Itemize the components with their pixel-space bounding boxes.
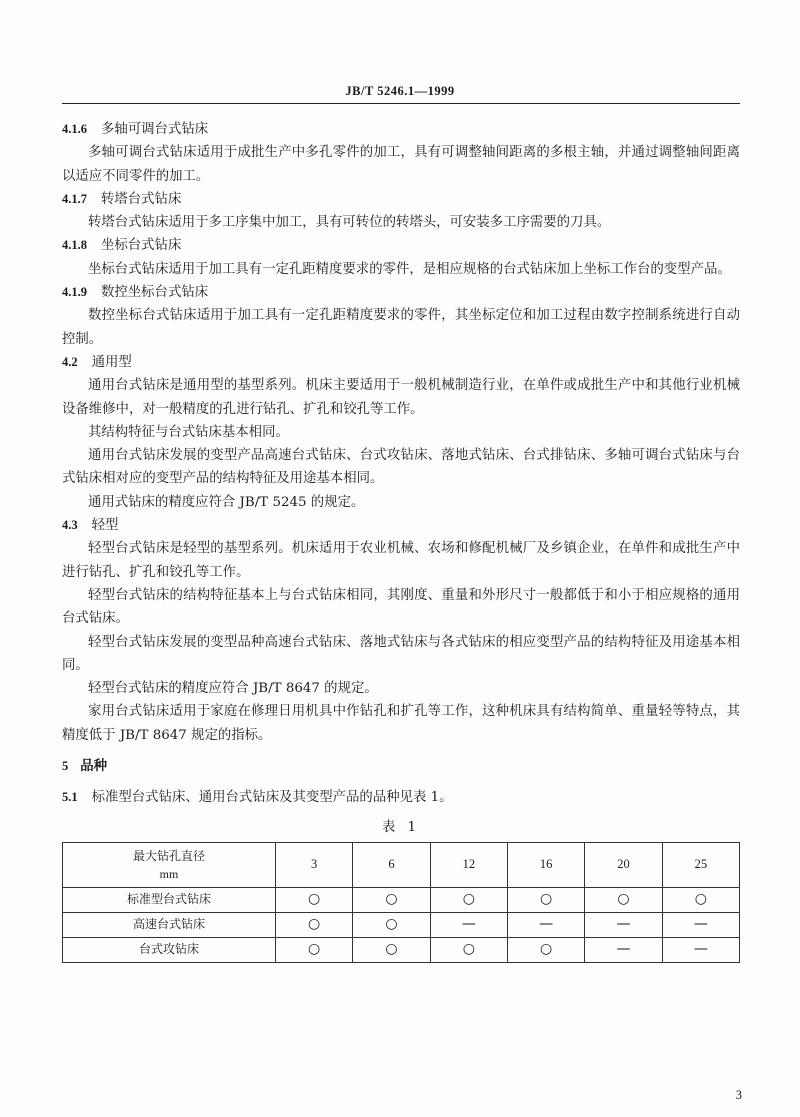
table-cell: ○ (353, 937, 430, 962)
section-heading (62, 786, 740, 809)
section-number: 4.1.6 (62, 122, 87, 136)
table-header-cell: 16 (507, 842, 584, 887)
table-cell: ○ (353, 887, 430, 912)
section-number: 4.2 (62, 354, 78, 369)
paragraph: 转塔台式钻床适用于多工序集中加工，具有可转位的转塔头，可安装多工序需要的刀具。 (88, 215, 611, 231)
table-row (63, 887, 740, 912)
section-title: 多轴可调台式钻床 (101, 122, 209, 137)
paragraph: 多轴可调台式钻床适用于成批生产中多孔零件的加工，具有可调整轴间距离的多根主轴，并通过调整轴间距离以适应不同零件的加工。 (62, 145, 740, 184)
row-label: 台式攻钻床 (63, 937, 276, 962)
table-header-cell: 20 (585, 842, 662, 887)
table-row (63, 912, 740, 937)
section-heading (62, 188, 740, 211)
varieties-table (62, 842, 740, 963)
table-cell: ○ (353, 912, 430, 937)
table-cell: ○ (507, 937, 584, 962)
section-heading (62, 118, 740, 141)
document-body (62, 118, 740, 963)
paragraph: 通用台式钻床是通用型的基型系列。机床主要适用于一般机械制造行业，在单件或成批生产中和其他行业机械设备维修中，对一般精度的孔进行钻孔、扩孔和铰孔等工作。 (62, 378, 740, 417)
table-caption: 表 1 (381, 819, 421, 835)
header-label-unit: mm (159, 866, 179, 881)
table-cell: — (662, 912, 739, 937)
section-title: 通用型 (91, 354, 132, 370)
table-header-cell: 6 (353, 842, 430, 887)
table-cell: ○ (507, 887, 584, 912)
table-cell: — (585, 912, 662, 937)
paragraph: 轻型台式钻床的结构特征基本上与台式钻床相同，其刚度、重量和外形尺寸一般都低于和小于相应规格的通用台式钻床。 (62, 587, 740, 627)
table-cell: ○ (430, 937, 507, 962)
table-cell: — (507, 912, 584, 937)
section-number: 4.1.8 (62, 238, 87, 253)
table-cell: ○ (662, 887, 739, 912)
table-header-cell: 3 (276, 842, 353, 887)
section-title: 坐标台式钻床 (101, 238, 182, 254)
table-cell: ○ (276, 912, 353, 937)
section-title: 标准型台式钻床、通用台式钻床及其变型产品的品种见表 1。 (91, 790, 453, 806)
chapter-title: 品种 (80, 758, 108, 775)
paragraph: 轻型台式钻床的精度应符合 JB/T 8647 的规定。 (88, 681, 378, 697)
header-rule (62, 103, 740, 104)
section-heading (62, 234, 740, 257)
table-cell: — (585, 937, 662, 962)
paragraph: 通用式钻床的精度应符合 JB/T 5245 的规定。 (88, 494, 365, 510)
section-title: 轻型 (91, 518, 119, 534)
section-heading (62, 351, 740, 374)
section-heading (62, 514, 740, 537)
table-cell: — (662, 937, 739, 962)
section-heading (62, 281, 740, 304)
table-header-cell: 25 (662, 842, 739, 887)
paragraph: 轻型台式钻床是轻型的基型系列。机床适用于农业机械、农场和修配机械厂及乡镇企业，在单件和成批生产中进行钻孔、扩孔和铰孔等工作。 (62, 541, 740, 580)
table-cell: ○ (585, 887, 662, 912)
table-header-row (63, 842, 740, 887)
section-number: 4.3 (62, 518, 78, 533)
paragraph: 数控坐标台式钻床适用于加工具有一定孔距精度要求的零件，其坐标定位和加工过程由数字控制系统进行自动控制。 (62, 308, 740, 347)
table-cell: ○ (276, 887, 353, 912)
chapter-number: 5 (62, 759, 69, 774)
paragraph: 家用台式钻床适用于家庭在修理日用机具中作钻孔和扩孔等工作，这种机床具有结构简单、重量轻等特点，其精度低于 JB/T 8647 规定的指标。 (62, 704, 740, 743)
section-number: 5.1 (62, 790, 78, 805)
paragraph: 通用台式钻床发展的变型产品高速台式钻床、台式攻钻床、落地式钻床、台式排钻床、多轴可调台式钻床与台式钻床相对应的变型产品的结构特征及用途基本相同。 (62, 448, 740, 487)
paragraph: 坐标台式钻床适用于加工具有一定孔距精度要求的零件，是相应规格的台式钻床加上坐标工作台的变型产品。 (88, 261, 731, 277)
table-cell: ○ (276, 937, 353, 962)
chapter-heading (62, 755, 740, 778)
section-title: 数控坐标台式钻床 (101, 285, 209, 301)
table-row (63, 937, 740, 962)
table-cell: — (430, 912, 507, 937)
table-header-label (63, 842, 276, 887)
table-header-cell: 12 (430, 842, 507, 887)
row-label: 高速台式钻床 (63, 912, 276, 937)
section-title: 转塔台式钻床 (101, 191, 182, 207)
page-number: 3 (735, 1088, 742, 1102)
document-header: JB/T 5246.1—1999 (345, 84, 455, 98)
section-number: 4.1.9 (62, 285, 87, 300)
table-cell: ○ (430, 887, 507, 912)
section-number: 4.1.7 (62, 191, 87, 206)
row-label: 标准型台式钻床 (63, 887, 276, 912)
paragraph: 其结构特征与台式钻床基本相同。 (88, 424, 289, 440)
paragraph: 轻型台式钻床发展的变型品种高速台式钻床、落地式钻床与各式钻床的相应变型产品的结构特征及用途基本相同。 (62, 634, 740, 673)
header-label-line: 最大钻孔直径 (132, 848, 205, 863)
